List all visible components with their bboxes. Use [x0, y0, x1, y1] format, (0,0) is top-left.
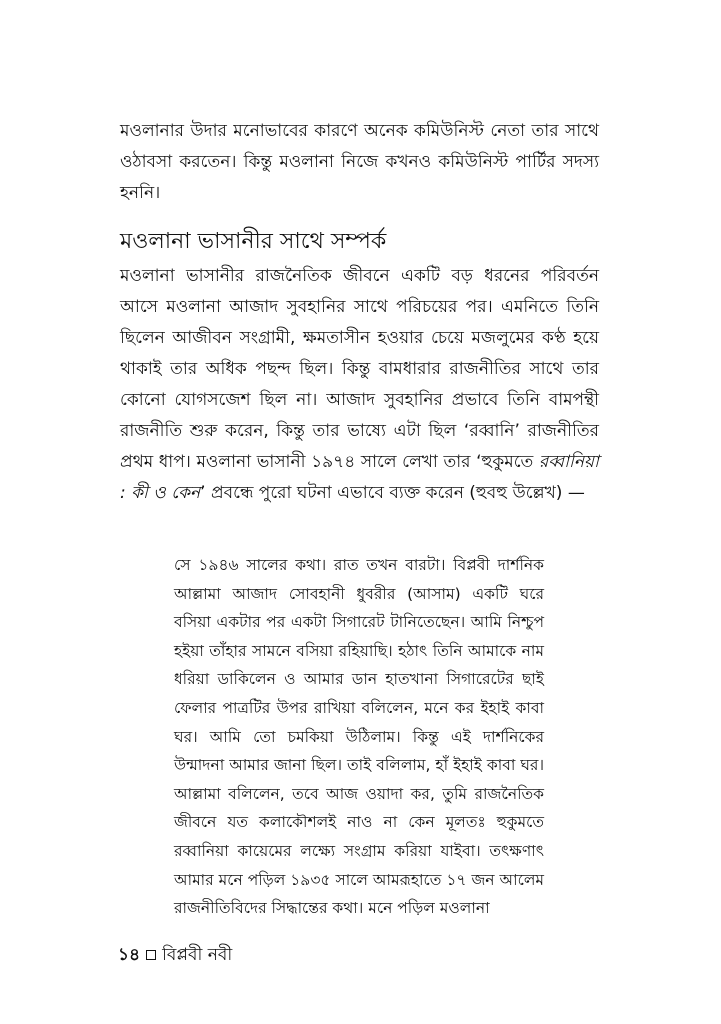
section-heading: মওলানা ভাসানীর সাথে সম্পর্ক	[120, 229, 387, 254]
essay-title-italic: রব্বানিয়া : কী ও কেন	[120, 452, 599, 503]
block-quote: সে ১৯৪৬ সালের কথা। রাত তখন বারটা। বিপ্লবী দার্শনিক আল্লামা আজাদ সোবহানী ধুবরীর (আসাম) একটি ঘরে বসিয়া একটার পর একটা সিগারেট টানিতেছেন। আমি নিশ্চুপ হইয়া তাঁহার সামনে বসিয়া রহিয়াছি। হঠাৎ তিনি আমাকে নাম ধরিয়া ডাকিলেন ও আমার ডান হাতখানা সিগারেটের ছাই ফেলার পাত্রটির উপর রাখিয়া বলিলেন, মনে কর ইহাই কাবা ঘর। আমি তো চমকিয়া উঠিলাম। কিন্তু এই দার্শনিকের উন্মাদনা আমার জানা ছিল। তাই বলিলাম, হাঁ ইহাই কাবা ঘর। আল্লামা বলিলেন, তবে আজ ওয়াদা কর, তুমি রাজনৈতিক জীবনে যত কলাকৌশলই নাও না কেন মূলতঃ হুকুমতে রব্বানিয়া কায়েমের লক্ষ্যে সংগ্রাম করিয়া যাইবা। তৎক্ষণাৎ আমার মনে পড়িল ১৯৩৫ সালে আমরূহাতে ১৭ জন আলেম রাজনীতিবিদের সিদ্ধান্তের কথা। মনে পড়িল মওলানা	[174, 556, 544, 918]
page-number: ১৪	[118, 945, 141, 965]
bhasani-paragraph	[120, 261, 599, 509]
paragraph-text-part1: মওলানা ভাসানীর রাজনৈতিক জীবনে একটি বড় ধরনের পরিবর্তন আসে মওলানা আজাদ সুবহানির সাথে পরিচয়ের পর। এমনিতে তিনি ছিলেন আজীবন সংগ্রামী, ক্ষমতাসীন হওয়ার চেয়ে মজলুমের কণ্ঠ হয়ে থাকাই তার অধিক পছন্দ ছিল। কিন্তু বামধারার রাজনীতির সাথে তার কোনো যোগসজেশ ছিল না। আজাদ সুবহানির প্রভাবে তিনি বামপন্থী রাজনীতি শুরু করেন, কিন্তু তার ভাষ্যে এটা ছিল ‘রব্বানি’ রাজনীতির প্রথম ধাপ। মওলানা ভাসানী ১৯৭৪ সালে লেখা তার ‘হুকুমতে	[120, 266, 599, 472]
intro-paragraph: মওলানার উদার মনোভাবের কারণে অনেক কমিউনিস্ট নেতা তার সাথে ওঠাবসা করতেন। কিন্তু মওলানা নিজে কখনও কমিউনিস্ট পার্টির সদস্য হননি।	[120, 121, 599, 203]
book-title: বিপ্লবী নবী	[162, 945, 233, 965]
square-separator-icon	[146, 950, 156, 960]
paragraph-text-part2: ’ প্রবন্ধে পুরো ঘটনা এভাবে ব্যক্ত করেন (হুবহু উল্লেখ) —	[200, 483, 585, 503]
page-footer	[118, 942, 232, 968]
